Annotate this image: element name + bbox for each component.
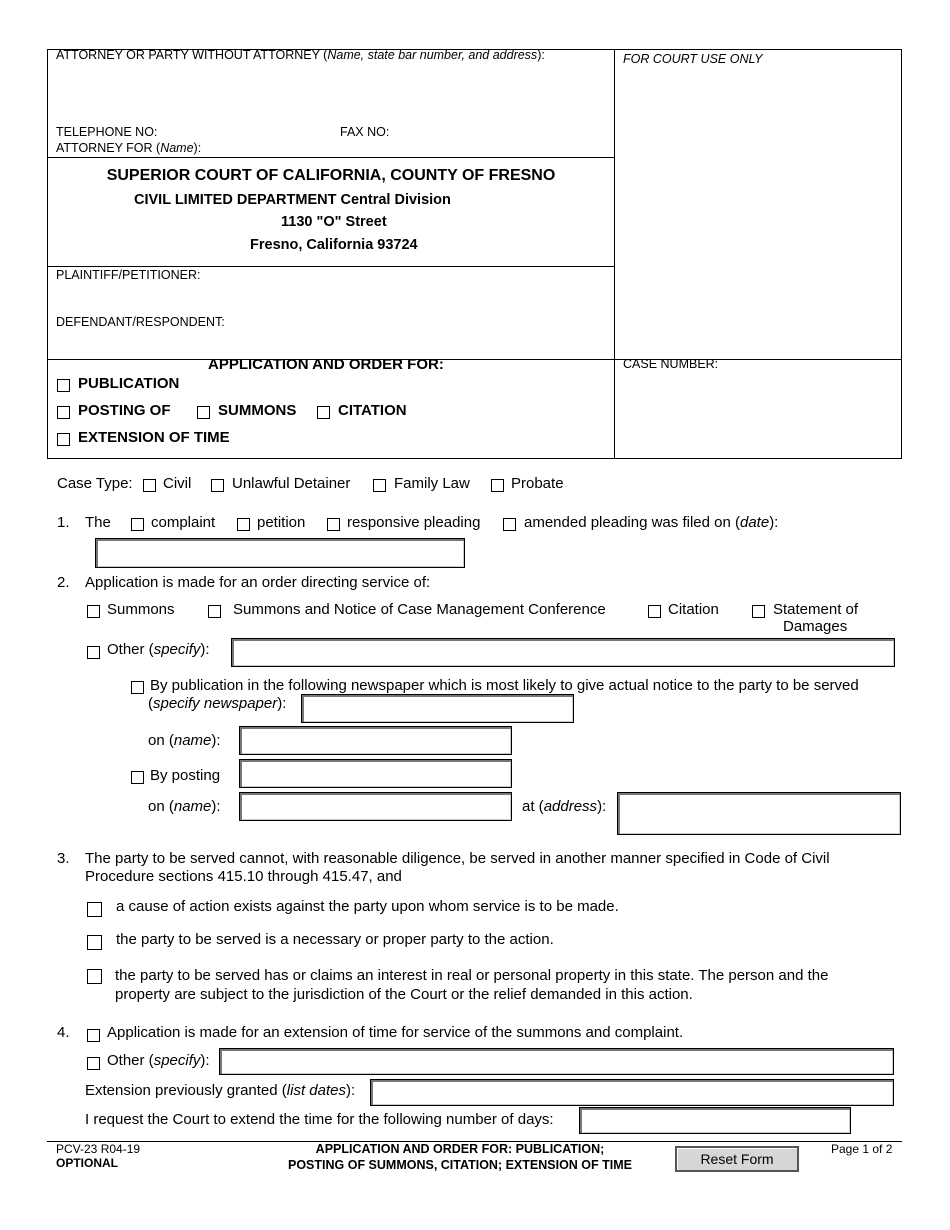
summons-label: SUMMONS <box>218 402 297 419</box>
petition-checkbox[interactable] <box>237 518 250 531</box>
optional-label: OPTIONAL <box>56 1156 118 1170</box>
extension-checkbox[interactable] <box>57 433 70 446</box>
court-city: Fresno, California 93724 <box>250 237 418 253</box>
case-type-family-law-checkbox[interactable] <box>373 479 386 492</box>
petition-label: petition <box>257 514 306 531</box>
summons-checkbox[interactable] <box>197 406 210 419</box>
item4-number: 4. <box>57 1024 70 1041</box>
address-input[interactable] <box>617 792 901 835</box>
case-type-unlawful-detainer-label: Unlawful Detainer <box>232 475 351 492</box>
by-posting-label: By posting <box>150 767 221 784</box>
posting-input[interactable] <box>239 759 512 788</box>
filed-date-input[interactable] <box>95 538 465 568</box>
service-summons-checkbox[interactable] <box>87 605 100 618</box>
footer-title-line1: APPLICATION AND ORDER FOR: PUBLICATION; <box>315 1142 605 1156</box>
publication-on-name-label: on (name): <box>148 732 221 749</box>
reset-form-button[interactable]: Reset Form <box>675 1146 799 1172</box>
footer-title-line2: POSTING OF SUMMONS, CITATION; EXTENSION OF TIME <box>288 1158 632 1172</box>
publication-checkbox[interactable] <box>57 379 70 392</box>
header-sep-3 <box>47 359 902 360</box>
court-street: 1130 "O" Street <box>281 214 387 230</box>
court-department: CIVIL LIMITED DEPARTMENT Central Division <box>134 192 451 208</box>
extension-other-label: Other (specify): <box>107 1052 210 1069</box>
posting-of-checkbox[interactable] <box>57 406 70 419</box>
header-right-border <box>901 49 902 459</box>
at-address-label: at (address): <box>522 798 607 815</box>
case-type-probate-label: Probate <box>511 475 564 492</box>
publication-label: PUBLICATION <box>78 375 180 392</box>
newspaper-input[interactable] <box>301 694 574 723</box>
application-title: APPLICATION AND ORDER FOR: <box>208 356 444 373</box>
plaintiff-label: PLAINTIFF/PETITIONER: <box>56 268 201 282</box>
complaint-checkbox[interactable] <box>131 518 144 531</box>
cause-of-action-checkbox[interactable] <box>87 902 102 917</box>
extension-other-input[interactable] <box>219 1048 894 1075</box>
fax-label: FAX NO: <box>340 125 390 139</box>
header-divider <box>614 49 615 459</box>
summons-notice-checkbox[interactable] <box>208 605 221 618</box>
form-id: PCV-23 R04-19 <box>56 1142 141 1156</box>
header-left-border <box>47 49 48 459</box>
service-other-label: Other (specify): <box>107 641 210 658</box>
item3-line1: The party to be served cannot, with reasonable diligence, be served in another manner specified in Code of Civil <box>85 850 830 867</box>
case-type-probate-checkbox[interactable] <box>491 479 504 492</box>
service-other-input[interactable] <box>231 638 895 667</box>
responsive-pleading-checkbox[interactable] <box>327 518 340 531</box>
item3-line2: Procedure sections 415.10 through 415.47, and <box>85 868 402 885</box>
extend-days-label: I request the Court to extend the time for the following number of days: <box>85 1111 554 1128</box>
item3-number: 3. <box>57 850 70 867</box>
posting-name-input[interactable] <box>239 792 512 821</box>
service-summons-label: Summons <box>107 601 175 618</box>
court-use-label: FOR COURT USE ONLY <box>623 52 763 66</box>
responsive-pleading-label: responsive pleading <box>347 514 481 531</box>
header-bottom-border <box>47 458 902 459</box>
page-number: Page 1 of 2 <box>831 1142 893 1156</box>
citation-label: CITATION <box>338 402 407 419</box>
previously-granted-input[interactable] <box>370 1079 894 1106</box>
extension-time-label: Application is made for an extension of time for service of the summons and complaint. <box>107 1024 684 1041</box>
by-publication-label: By publication in the following newspaper which is most likely to give actual notice to the party to be served <box>150 677 859 694</box>
statement-of-label: Statement of <box>773 601 859 618</box>
header-sep-2 <box>47 266 615 267</box>
specify-newspaper-label: (specify newspaper): <box>148 695 287 712</box>
amended-pleading-checkbox[interactable] <box>503 518 516 531</box>
item2-text: Application is made for an order directing service of: <box>85 574 431 591</box>
court-name: SUPERIOR COURT OF CALIFORNIA, COUNTY OF FRESNO <box>106 167 556 184</box>
case-type-civil-label: Civil <box>163 475 192 492</box>
property-interest-line1: the party to be served has or claims an interest in real or personal property in this state. The person and the <box>115 967 829 984</box>
complaint-label: complaint <box>151 514 216 531</box>
posting-of-label: POSTING OF <box>78 402 171 419</box>
by-posting-checkbox[interactable] <box>131 771 144 784</box>
case-type-unlawful-detainer-checkbox[interactable] <box>211 479 224 492</box>
posting-on-name-label: on (name): <box>148 798 221 815</box>
case-type-civil-checkbox[interactable] <box>143 479 156 492</box>
service-other-checkbox[interactable] <box>87 646 100 659</box>
attorney-for-label: ATTORNEY FOR (Name): <box>56 141 202 155</box>
case-number-label: CASE NUMBER: <box>623 357 719 371</box>
extension-time-checkbox[interactable] <box>87 1029 100 1042</box>
telephone-label: TELEPHONE NO: <box>56 125 158 139</box>
statement-damages-checkbox[interactable] <box>752 605 765 618</box>
damages-label: Damages <box>783 618 848 635</box>
extend-days-input[interactable] <box>579 1107 851 1134</box>
case-type-label: Case Type: <box>57 475 133 492</box>
extension-other-checkbox[interactable] <box>87 1057 100 1070</box>
case-type-family-law-label: Family Law <box>394 475 470 492</box>
summons-notice-label: Summons and Notice of Case Management Conference <box>233 601 606 618</box>
service-citation-checkbox[interactable] <box>648 605 661 618</box>
necessary-party-checkbox[interactable] <box>87 935 102 950</box>
cause-of-action-label: a cause of action exists against the party upon whom service is to be made. <box>116 898 619 915</box>
necessary-party-label: the party to be served is a necessary or proper party to the action. <box>116 931 554 948</box>
item2-number: 2. <box>57 574 70 591</box>
citation-checkbox[interactable] <box>317 406 330 419</box>
item1-number: 1. <box>57 514 70 531</box>
property-interest-checkbox[interactable] <box>87 969 102 984</box>
attorney-label: ATTORNEY OR PARTY WITHOUT ATTORNEY (Name, state bar number, and address): <box>56 48 545 62</box>
previously-granted-label: Extension previously granted (list dates): <box>85 1082 356 1099</box>
service-citation-label: Citation <box>668 601 719 618</box>
header-sep-1 <box>47 157 615 158</box>
extension-label: EXTENSION OF TIME <box>78 429 230 446</box>
property-interest-line2: property are subject to the jurisdiction of the Court or the relief demanded in this action. <box>115 986 693 1003</box>
defendant-label: DEFENDANT/RESPONDENT: <box>56 315 225 329</box>
item1-the: The <box>85 514 111 531</box>
by-publication-checkbox[interactable] <box>131 681 144 694</box>
amended-pleading-label: amended pleading was filed on (date): <box>524 514 779 531</box>
publication-name-input[interactable] <box>239 726 512 755</box>
